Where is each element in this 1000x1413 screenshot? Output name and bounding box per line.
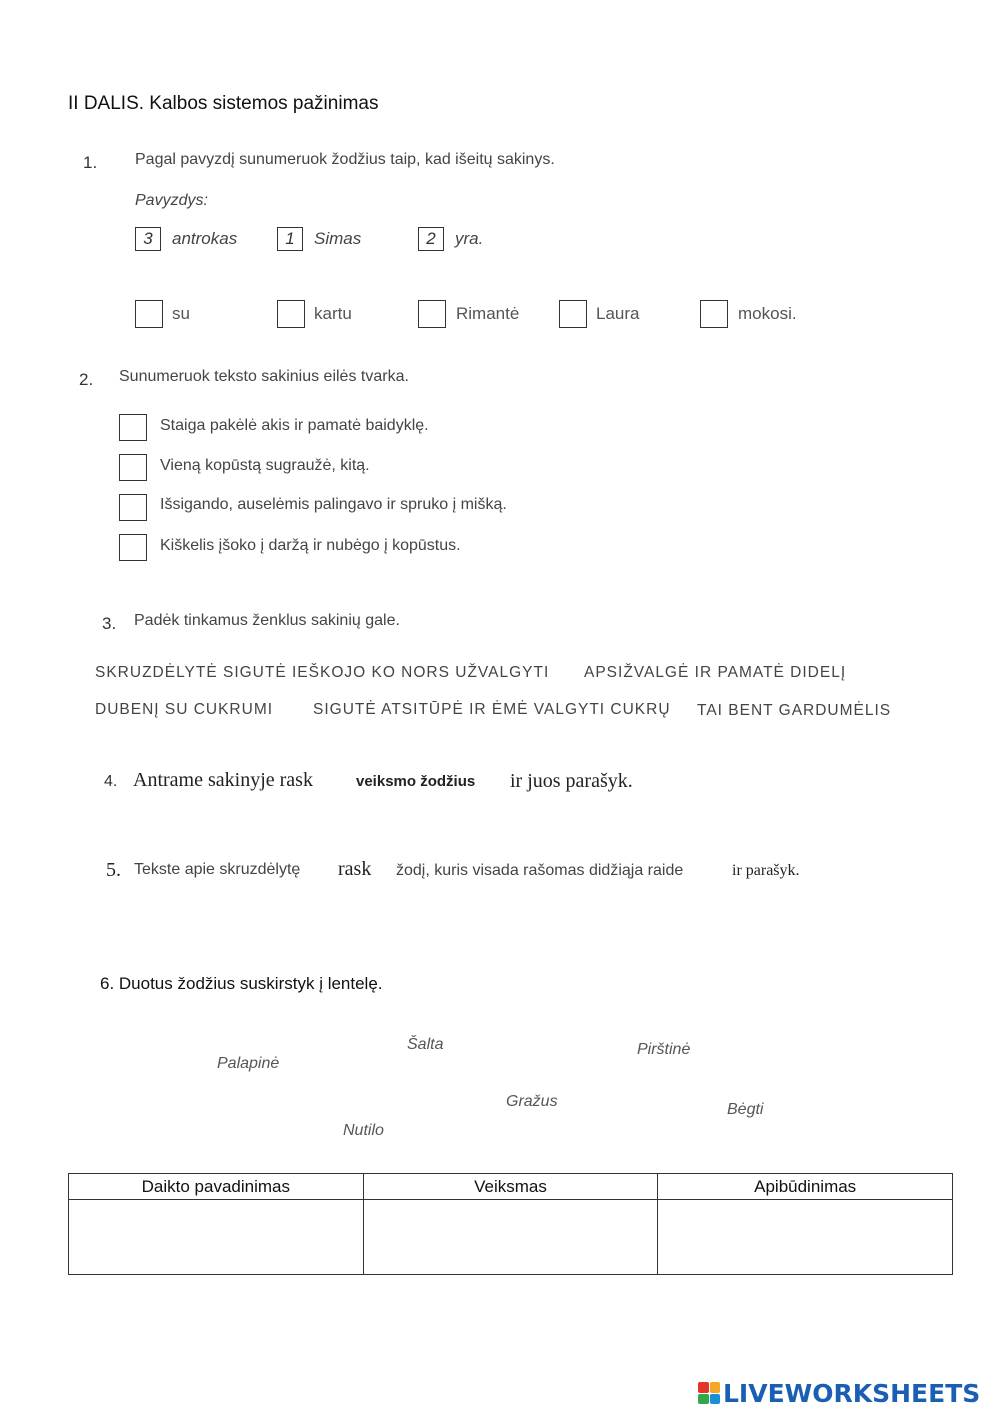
sortable-word[interactable]: Bėgti (727, 1101, 764, 1118)
q1-answer-box[interactable] (418, 300, 446, 328)
logo-text: LIVEWORKSHEETS (723, 1378, 981, 1408)
q1-word: kartu (314, 304, 352, 323)
drop-zone[interactable] (658, 1200, 953, 1275)
q5-number: 5. (106, 859, 121, 881)
q1-word: Laura (596, 304, 640, 323)
table-header: Daikto pavadinimas (69, 1174, 364, 1200)
q2-text: Sunumeruok teksto sakinius eilės tvarka. (119, 368, 409, 385)
q3-text-segment: SIGUTĖ ATSITŪPĖ IR ĖMĖ VALGYTI CUKRŲ (313, 701, 671, 718)
q3-text-segment: APSIŽVALGĖ IR PAMATĖ DIDELĮ (584, 664, 847, 681)
page-title: II DALIS. Kalbos sistemos pažinimas (68, 93, 379, 114)
q1-answer-box[interactable] (277, 300, 305, 328)
q4-text-part: veiksmo žodžius (356, 773, 476, 790)
q3-text-segment: SKRUZDĖLYTĖ SIGUTĖ IEŠKOJO KO NORS UŽVALGYTI (95, 664, 550, 681)
q4-text-part: Antrame sakinyje rask (133, 769, 313, 791)
q2-sentence: Vieną kopūstą sugraužė, kitą. (160, 457, 370, 474)
q2-sentence: Kiškelis įšoko į daržą ir nubėgo į kopūstus. (160, 537, 461, 554)
q1-word: su (172, 304, 190, 323)
drop-zone[interactable] (363, 1200, 658, 1275)
example-number-box: 1 (277, 227, 303, 251)
q1-text: Pagal pavyzdį sunumeruok žodžius taip, kad išeitų sakinys. (135, 151, 555, 168)
sortable-word[interactable]: Palapinė (217, 1055, 280, 1072)
q4-number: 4. (104, 773, 118, 790)
q5-text-part: rask (338, 858, 372, 880)
q4-text-part: ir juos parašyk. (510, 770, 633, 792)
q1-answer-box[interactable] (700, 300, 728, 328)
q2-answer-box[interactable] (119, 534, 147, 561)
q2-sentence: Staiga pakėlė akis ir pamatė baidyklę. (160, 417, 429, 434)
q2-number: 2. (79, 370, 94, 389)
q1-word: Rimantė (456, 304, 520, 323)
q5-text-part: Tekste apie skruzdėlytę (134, 861, 301, 878)
example-number-box: 2 (418, 227, 444, 251)
q5-text-part: ir parašyk. (732, 862, 800, 879)
q3-text: Padėk tinkamus ženklus sakinių gale. (134, 612, 400, 629)
q2-sentence: Išsigando, auselėmis palingavo ir spruko į mišką. (160, 496, 507, 513)
q1-example-label: Pavyzdys: (135, 192, 208, 209)
table-header: Apibūdinimas (658, 1174, 953, 1200)
example-word: antrokas (172, 229, 238, 248)
q1-answer-box[interactable] (135, 300, 163, 328)
sortable-word[interactable]: Šalta (407, 1036, 444, 1053)
example-word: yra. (455, 229, 484, 248)
table-header: Veiksmas (363, 1174, 658, 1200)
example-word: Simas (314, 229, 362, 248)
q1-number: 1. (83, 153, 98, 172)
q1-answer-box[interactable] (559, 300, 587, 328)
q2-answer-box[interactable] (119, 414, 147, 441)
sorting-table (68, 1173, 953, 1275)
sortable-word[interactable]: Gražus (506, 1093, 558, 1110)
q3-text-segment: DUBENĮ SU CUKRUMI (95, 701, 274, 718)
q1-word: mokosi. (738, 304, 797, 323)
example-number-box: 3 (135, 227, 161, 251)
drop-zone[interactable] (69, 1200, 364, 1275)
q5-text-part: žodį, kuris visada rašomas didžiąja raide (396, 862, 684, 879)
q2-answer-box[interactable] (119, 454, 147, 481)
q3-text-segment: TAI BENT GARDUMĖLIS (697, 702, 892, 719)
q2-answer-box[interactable] (119, 494, 147, 521)
liveworksheets-logo (698, 1376, 980, 1410)
q3-number: 3. (102, 614, 117, 633)
q6-text: 6. Duotus žodžius suskirstyk į lentelę. (100, 974, 383, 993)
sortable-word[interactable]: Nutilo (343, 1122, 384, 1139)
logo-blocks-icon (698, 1382, 720, 1404)
sortable-word[interactable]: Pirštinė (637, 1041, 691, 1058)
